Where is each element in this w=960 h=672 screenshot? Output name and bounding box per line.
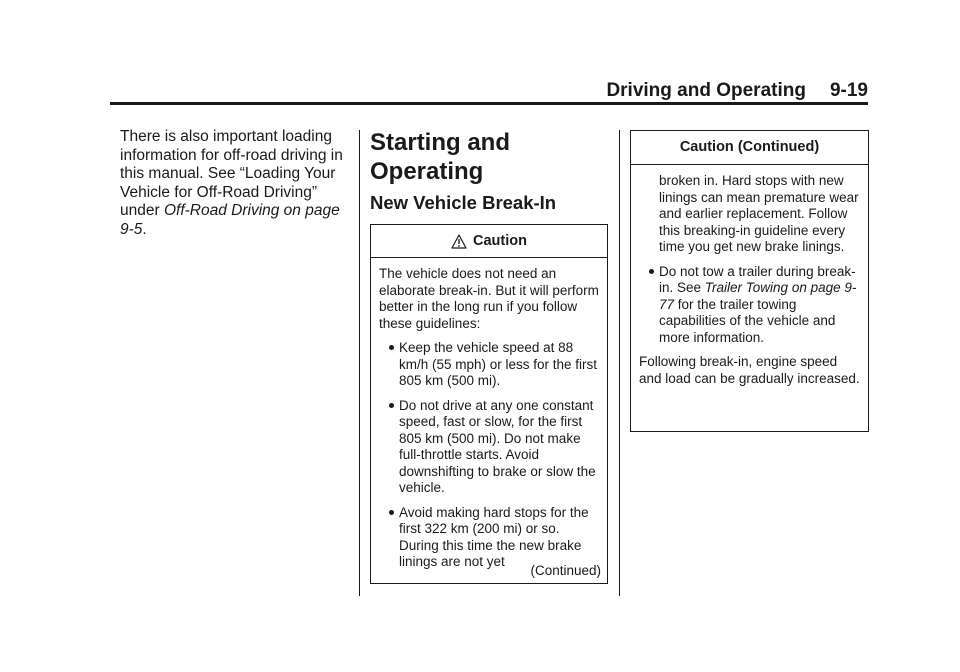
caution-box [370, 224, 608, 584]
warning-icon [451, 234, 467, 249]
caution-intro: The vehicle does not need an elaborate break-in. But it will perform better in the long run if you follow these guidelines: [379, 266, 599, 331]
bullet-icon [389, 510, 394, 515]
caution-title [371, 225, 607, 258]
continued-text: broken in. Hard stops with new linings can mean premature wear and earlier replacement. Follow this breaking-in guideline every time you get new brake linings. [659, 173, 859, 254]
list-item-text: Avoid making hard stops for the first 322 km (200 mi) or so. During this time the new brake linings are not yet [399, 504, 589, 569]
cross-reference-link[interactable]: Trailer Towing on page 9-77 [659, 280, 857, 312]
list-item [379, 505, 599, 571]
subsection-heading: New Vehicle Break-In [370, 192, 557, 213]
column-divider [619, 130, 620, 596]
list-item [379, 398, 599, 497]
header-rule [110, 102, 868, 105]
column-divider [359, 130, 360, 596]
intro-text-end: . [142, 220, 147, 238]
bullet-icon [649, 269, 654, 274]
closing-text: Following break-in, engine speed and load can be gradually increased. [639, 354, 860, 386]
caution-title-text: Caution [473, 232, 527, 249]
page-number: 9-19 [829, 80, 868, 101]
intro-text: There is also important loading information for off-road driving in this manual. See “Loading Your Vehicle for Off-Road Driving” under [120, 128, 343, 219]
continued-label: (Continued) [530, 562, 601, 578]
page-header [110, 80, 868, 102]
list-item-text-end: for the trailer towing capabilities of the vehicle and more information. [659, 296, 836, 345]
bullet-icon [389, 403, 394, 408]
intro-paragraph [120, 128, 352, 239]
guideline-list [379, 340, 599, 571]
list-item-text: Keep the vehicle speed at 88 km/h (55 mph) or less for the first 805 km (500 mi). [399, 340, 598, 388]
list-item-text: Do not tow a trailer during break-in. See [659, 263, 856, 295]
section-title: Driving and Operating [606, 80, 806, 101]
list-item [379, 340, 599, 390]
list-item-text: Do not drive at any one constant speed, fast or slow, for the first 805 km (500 mi). Do not make full-throttle starts. Avoid downshifting to brake or slow the vehicle. [399, 397, 596, 495]
list-item [639, 264, 860, 347]
caution-box-continued [630, 130, 869, 432]
caution-title: Caution (Continued) [631, 131, 868, 165]
cross-reference-link[interactable]: Off-Road Driving on page 9-5 [120, 202, 340, 238]
guideline-list [639, 264, 860, 347]
section-heading: Starting and Operating [370, 129, 511, 185]
bullet-icon [389, 345, 394, 350]
